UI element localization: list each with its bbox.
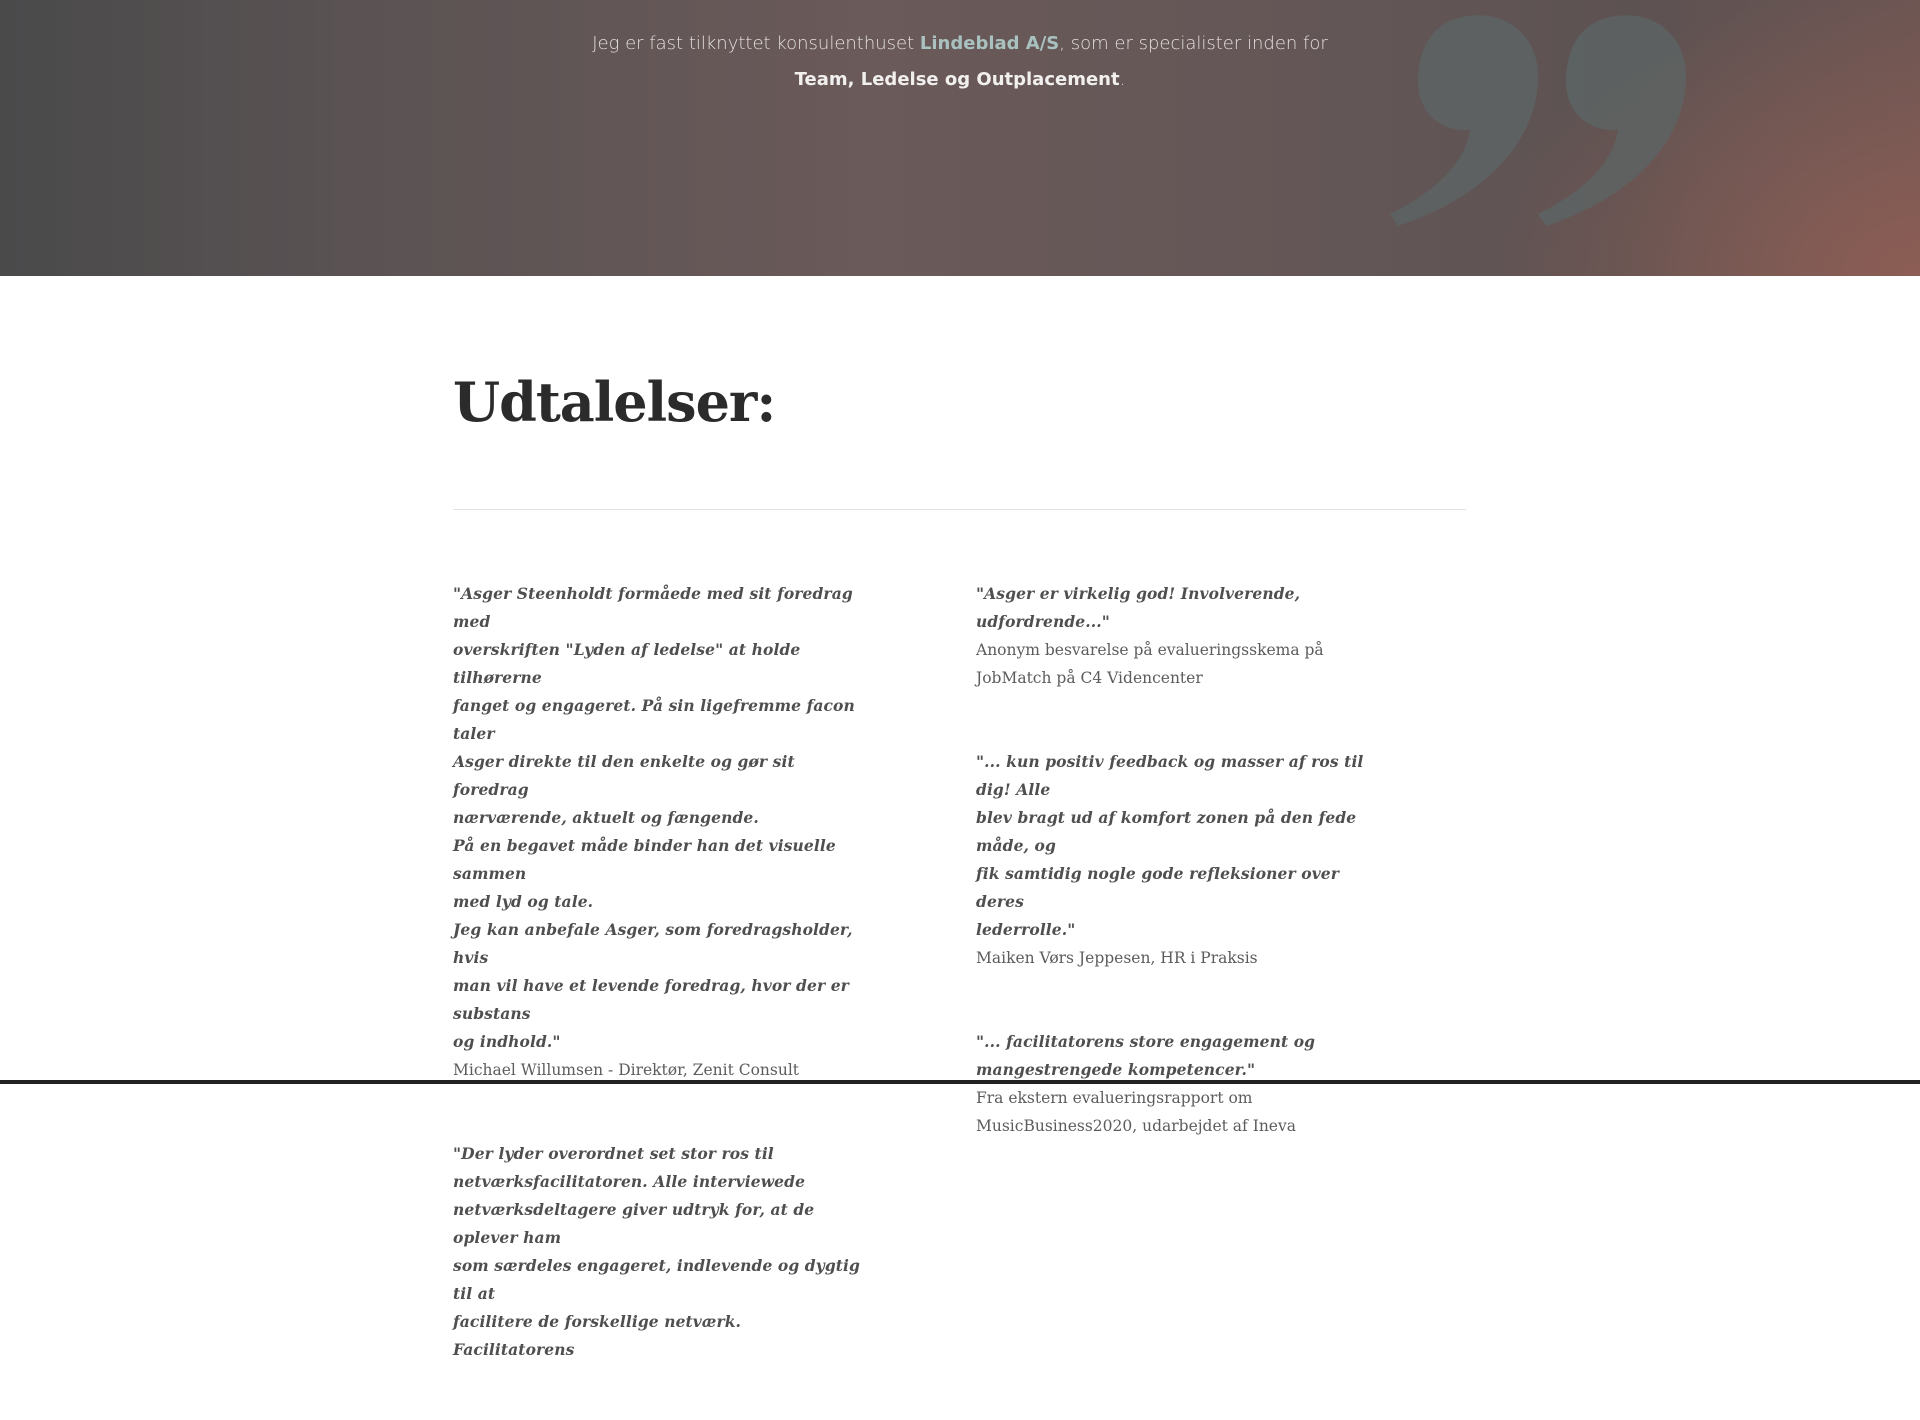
quote-line: "Asger er virkelig god! Involverende, udfordrende...": [976, 584, 1301, 631]
quote-line: På en begavet måde binder han det visuelle sammen: [453, 836, 836, 883]
testimonial-quote: [976, 748, 1386, 944]
author-line: Anonym besvarelse på evalueringsskema på: [976, 641, 1324, 659]
testimonial-card: [976, 1028, 1386, 1140]
hero-line-1-prefix: Jeg er fast tilknyttet konsulenthuset: [592, 33, 920, 54]
testimonial-quote: [453, 580, 863, 1056]
author-line: JobMatch på C4 Videncenter: [976, 669, 1203, 687]
quote-line: nærværende, aktuelt og fængende.: [453, 808, 759, 827]
quote-line: Jeg kan anbefale Asger, som foredragsholder, hvis: [453, 920, 853, 967]
hero-line-2-suffix: .: [1119, 69, 1126, 90]
quote-line: mangestrengede kompetencer.": [976, 1060, 1256, 1079]
quote-line: lederrolle.": [976, 920, 1076, 939]
window-bottom-edge: [0, 1080, 1920, 1084]
testimonial-card: [453, 580, 863, 1084]
testimonial-author: [976, 636, 1386, 692]
quote-line: med lyd og tale.: [453, 892, 594, 911]
quote-line: netværksdeltagere giver udtryk for, at de oplever ham: [453, 1200, 815, 1247]
quote-line: Asger direkte til den enkelte og gør sit foredrag: [453, 752, 795, 799]
quote-line: "Asger Steenholdt formåede med sit foredrag med: [453, 584, 853, 631]
quote-line: overskriften "Lyden af ledelse" at holde tilhørerne: [453, 640, 801, 687]
quote-line: og indhold.": [453, 1032, 561, 1051]
testimonial-author: Michael Willumsen - Direktør, Zenit Consult: [453, 1061, 800, 1079]
testimonials-right-column: [976, 580, 1386, 1196]
quote-line: netværksfacilitatoren. Alle interviewede: [453, 1172, 806, 1191]
quote-line: som særdeles engageret, indlevende og dygtig til at: [453, 1256, 860, 1303]
author-line: Maiken Vørs Jeppesen, HR i Praksis: [976, 949, 1258, 967]
testimonial-card: [453, 1140, 863, 1364]
quote-line: man vil have et levende foredrag, hvor der er substans: [453, 976, 849, 1023]
testimonials-left-column: [453, 580, 863, 1420]
company-link[interactable]: Lindeblad A/S: [919, 33, 1060, 54]
testimonial-card: [976, 580, 1386, 692]
focus-areas: Team, Ledelse og Outplacement: [794, 69, 1120, 90]
quote-line: "... kun positiv feedback og masser af ros til dig! Alle: [976, 752, 1364, 799]
hero-line-1-suffix: , som er specialister inden for: [1059, 33, 1328, 54]
testimonial-quote: [976, 580, 1386, 636]
quote-line: blev bragt ud af komfort zonen på den fede måde, og: [976, 808, 1357, 855]
testimonial-quote: [976, 1028, 1386, 1084]
page-title: Udtalelser:: [453, 370, 776, 434]
quote-line: fik samtidig nogle gode refleksioner over deres: [976, 864, 1340, 911]
author-line: MusicBusiness2020, udarbejdet af Ineva: [976, 1117, 1296, 1135]
closing-quote-icon: [1380, 0, 1700, 240]
testimonial-quote: [453, 1140, 863, 1364]
hero-banner: [0, 0, 1920, 276]
section-divider: [453, 509, 1466, 510]
author-line: Fra ekstern evalueringsrapport om: [976, 1089, 1253, 1107]
quote-line: "... facilitatorens store engagement og: [976, 1032, 1316, 1051]
testimonial-author: [976, 1084, 1386, 1140]
quote-line: "Der lyder overordnet set stor ros til: [453, 1144, 774, 1163]
quote-line: fanget og engageret. På sin ligefremme facon taler: [453, 696, 855, 743]
quote-line: facilitere de forskellige netværk. Facilitatorens: [453, 1312, 742, 1359]
testimonial-card: [976, 748, 1386, 972]
testimonial-author: [976, 944, 1386, 972]
